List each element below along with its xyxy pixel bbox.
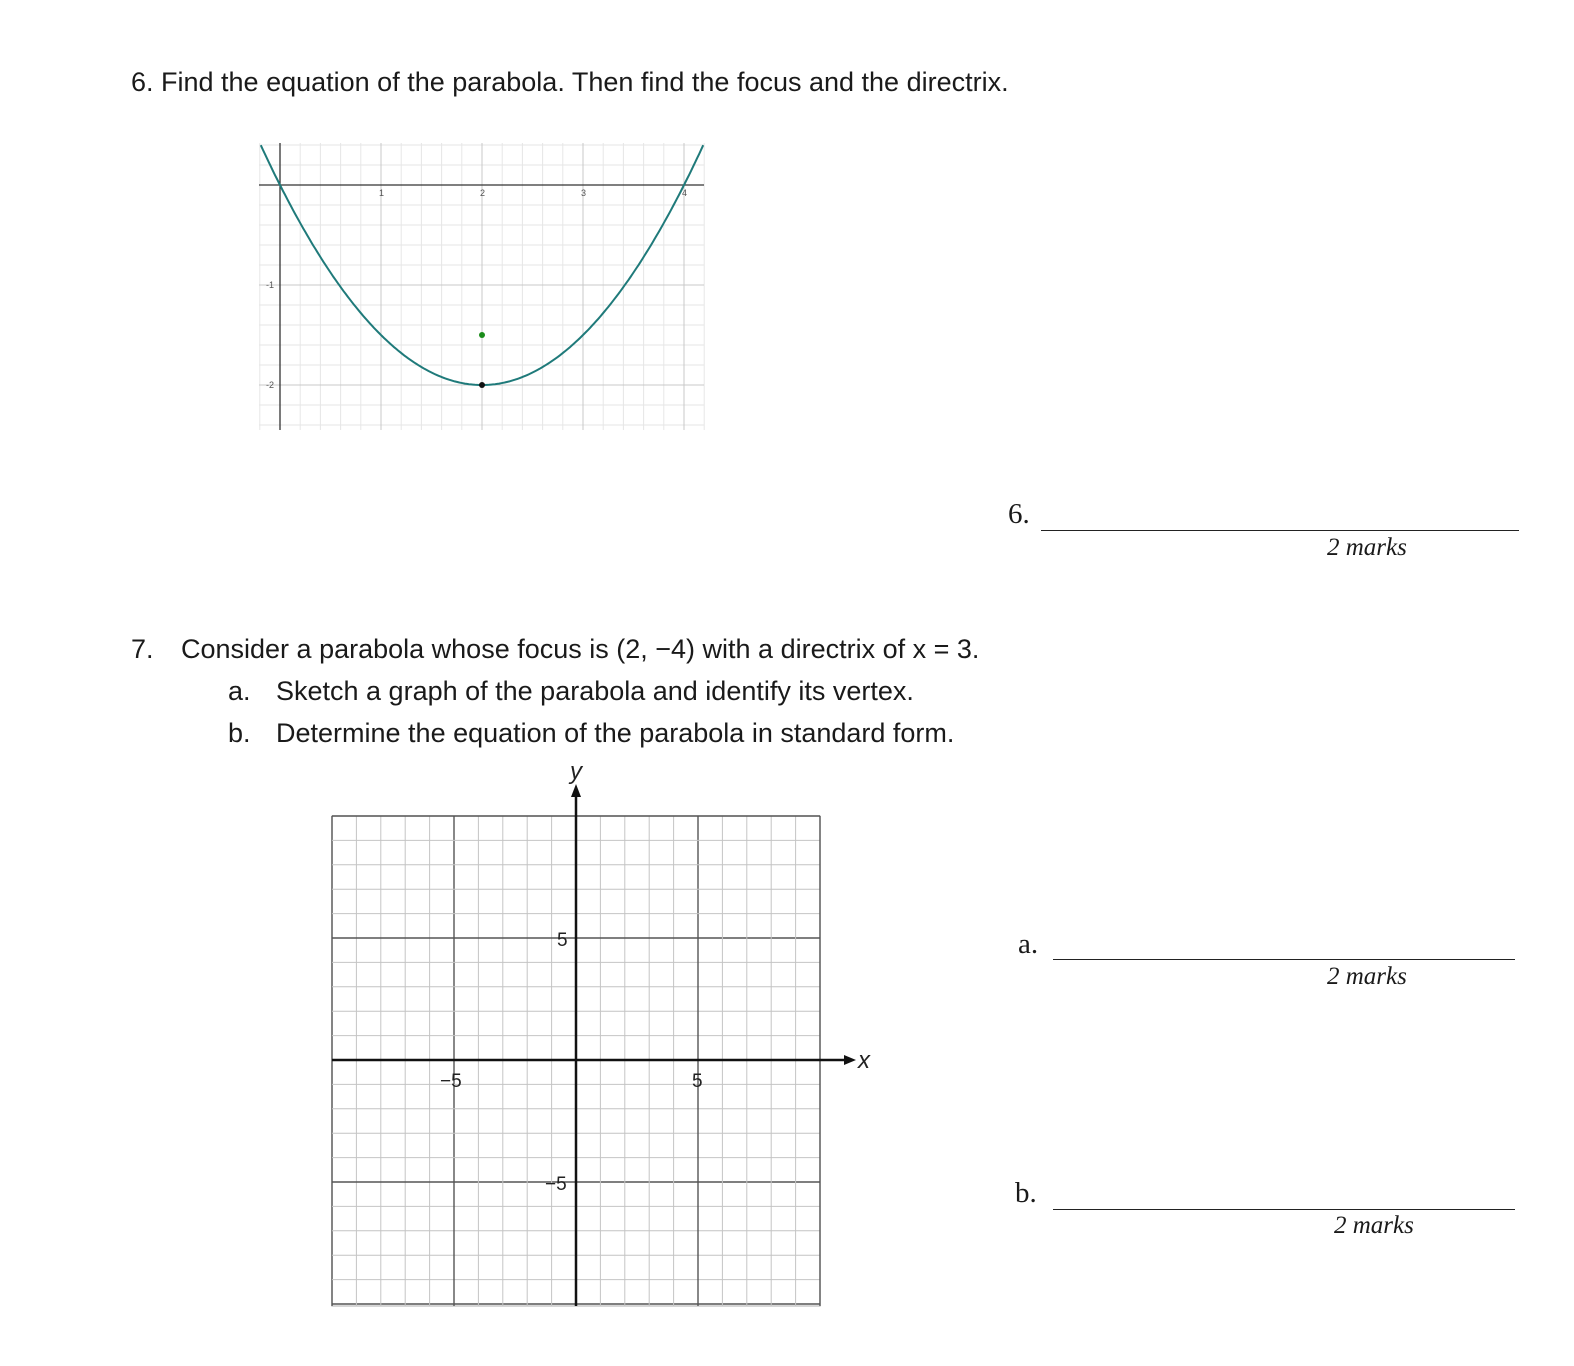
graph7-y-axis-label: y	[570, 758, 582, 785]
answer-7a-line[interactable]	[1053, 959, 1515, 960]
graph7-tick-y-neg: −5	[545, 1174, 567, 1195]
answer-7a-label: a.	[1018, 928, 1039, 960]
graph7-y-arrow	[571, 784, 581, 797]
graph7-x-arrow	[844, 1055, 856, 1065]
graph6-x-tick-label: 1	[379, 188, 385, 198]
graph6-x-tick-label: 2	[480, 188, 486, 198]
part-b-text: Determine the equation of the parabola in standard form.	[276, 718, 955, 748]
answer-7b-marks: 2 marks	[1334, 1212, 1414, 1239]
graph7-tick-y-pos: 5	[557, 930, 568, 951]
question-7-number: 7.	[131, 634, 154, 664]
graph6-y-tick-label: -2	[266, 380, 275, 390]
answer-7b-line[interactable]	[1053, 1209, 1515, 1210]
part-a-text: Sketch a graph of the parabola and identify its vertex.	[276, 676, 914, 706]
part-b-letter: b.	[228, 718, 251, 748]
answer-7a-marks: 2 marks	[1327, 963, 1407, 990]
graph6-y-tick-label: -1	[266, 280, 275, 290]
graph6-x-tick-label: 4	[682, 188, 688, 198]
answer-6-label: 6.	[1008, 498, 1030, 530]
graph7-x-axis-label: x	[858, 1047, 870, 1074]
answer-6-marks: 2 marks	[1327, 534, 1407, 561]
question-7-text: Consider a parabola whose focus is (2, −4) with a directrix of x = 3.	[181, 634, 980, 664]
question-6-prompt: 6. Find the equation of the parabola. Then find the focus and the directrix.	[131, 67, 1009, 97]
part-a-letter: a.	[228, 676, 251, 706]
graph7-tick-x-neg: −5	[440, 1071, 462, 1092]
answer-7b-label: b.	[1015, 1177, 1037, 1209]
graph6-x-tick-label: 3	[581, 188, 587, 198]
graph7-tick-x-pos: 5	[692, 1071, 703, 1092]
